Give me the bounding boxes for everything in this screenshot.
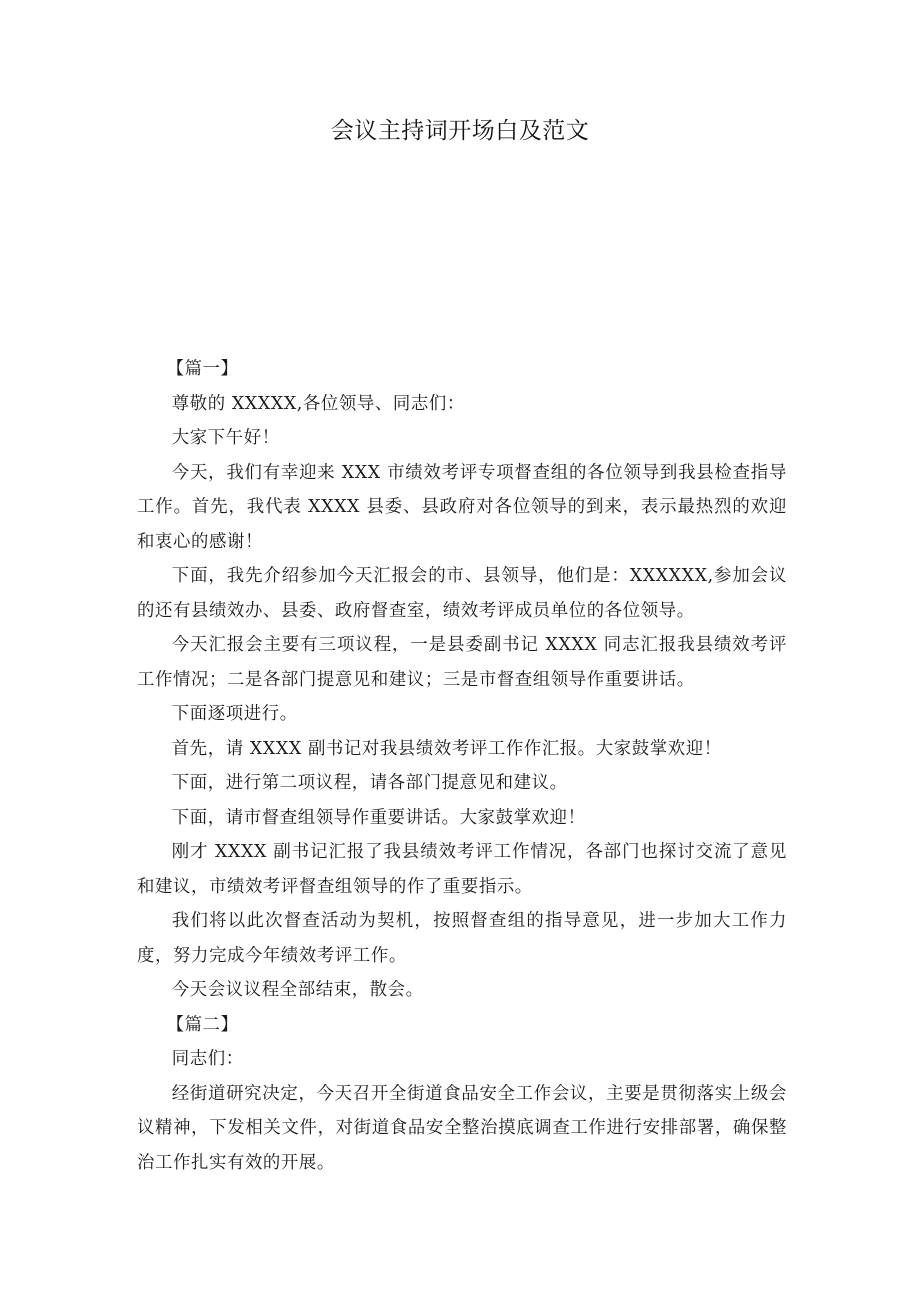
body-paragraph: 下面，进行第二项议程，请各部门提意见和建议。 (171, 773, 568, 793)
salutation: 同志们： (171, 1049, 244, 1069)
body-paragraph: 今天会议议程全部结束，散会。 (171, 980, 424, 1000)
body-paragraph: 今天，我们有幸迎来 XXX 市绩效考评专项督查组的各位领导到我县检查指导工作。首先，我代表 XXXX 县委、县政府对各位领导的到来，表示最热烈的欢迎和衷心的感谢！ (137, 462, 787, 552)
greeting: 大家下午好！ (171, 428, 280, 448)
body-paragraph: 首先，请 XXXX 副书记对我县绩效考评工作作汇报。大家鼓掌欢迎！ (171, 738, 722, 759)
body-paragraph: 下面逐项进行。 (171, 704, 298, 724)
document-body (137, 352, 787, 1180)
body-paragraph: 下面，请市督查组领导作重要讲话。大家鼓掌欢迎！ (171, 807, 586, 828)
body-paragraph: 我们将以此次督查活动为契机，按照督查组的指导意见，进一步加大工作力度，努力完成今年绩效考评工作。 (137, 911, 787, 966)
document-title: 会议主持词开场白及范文 (330, 118, 590, 144)
section-heading-2: 【篇二】 (166, 1014, 239, 1035)
body-paragraph: 经街道研究决定，今天召开全街道食品安全工作会议，主要是贯彻落实上级会议精神，下发相关文件，对街道食品安全整治摸底调查工作进行安排部署，确保整治工作扎实有效的开展。 (137, 1083, 787, 1173)
section-heading-1: 【篇一】 (166, 359, 239, 379)
body-paragraph: 刚才 XXXX 副书记汇报了我县绩效考评工作情况，各部门也探讨交流了意见和建议，市绩效考评督查组领导的作了重要指示。 (137, 842, 787, 897)
salutation: 尊敬的 XXXXX,各位领导、同志们： (171, 393, 465, 414)
body-paragraph: 今天汇报会主要有三项议程，一是县委副书记 XXXX 同志汇报我县绩效考评工作情况；二是各部门提意见和建议；三是市督查组领导作重要讲话。 (137, 635, 787, 690)
body-paragraph: 下面，我先介绍参加今天汇报会的市、县领导，他们是：XXXXXX,参加会议的还有县绩效办、县委、政府督查室，绩效考评成员单位的各位领导。 (137, 566, 787, 621)
